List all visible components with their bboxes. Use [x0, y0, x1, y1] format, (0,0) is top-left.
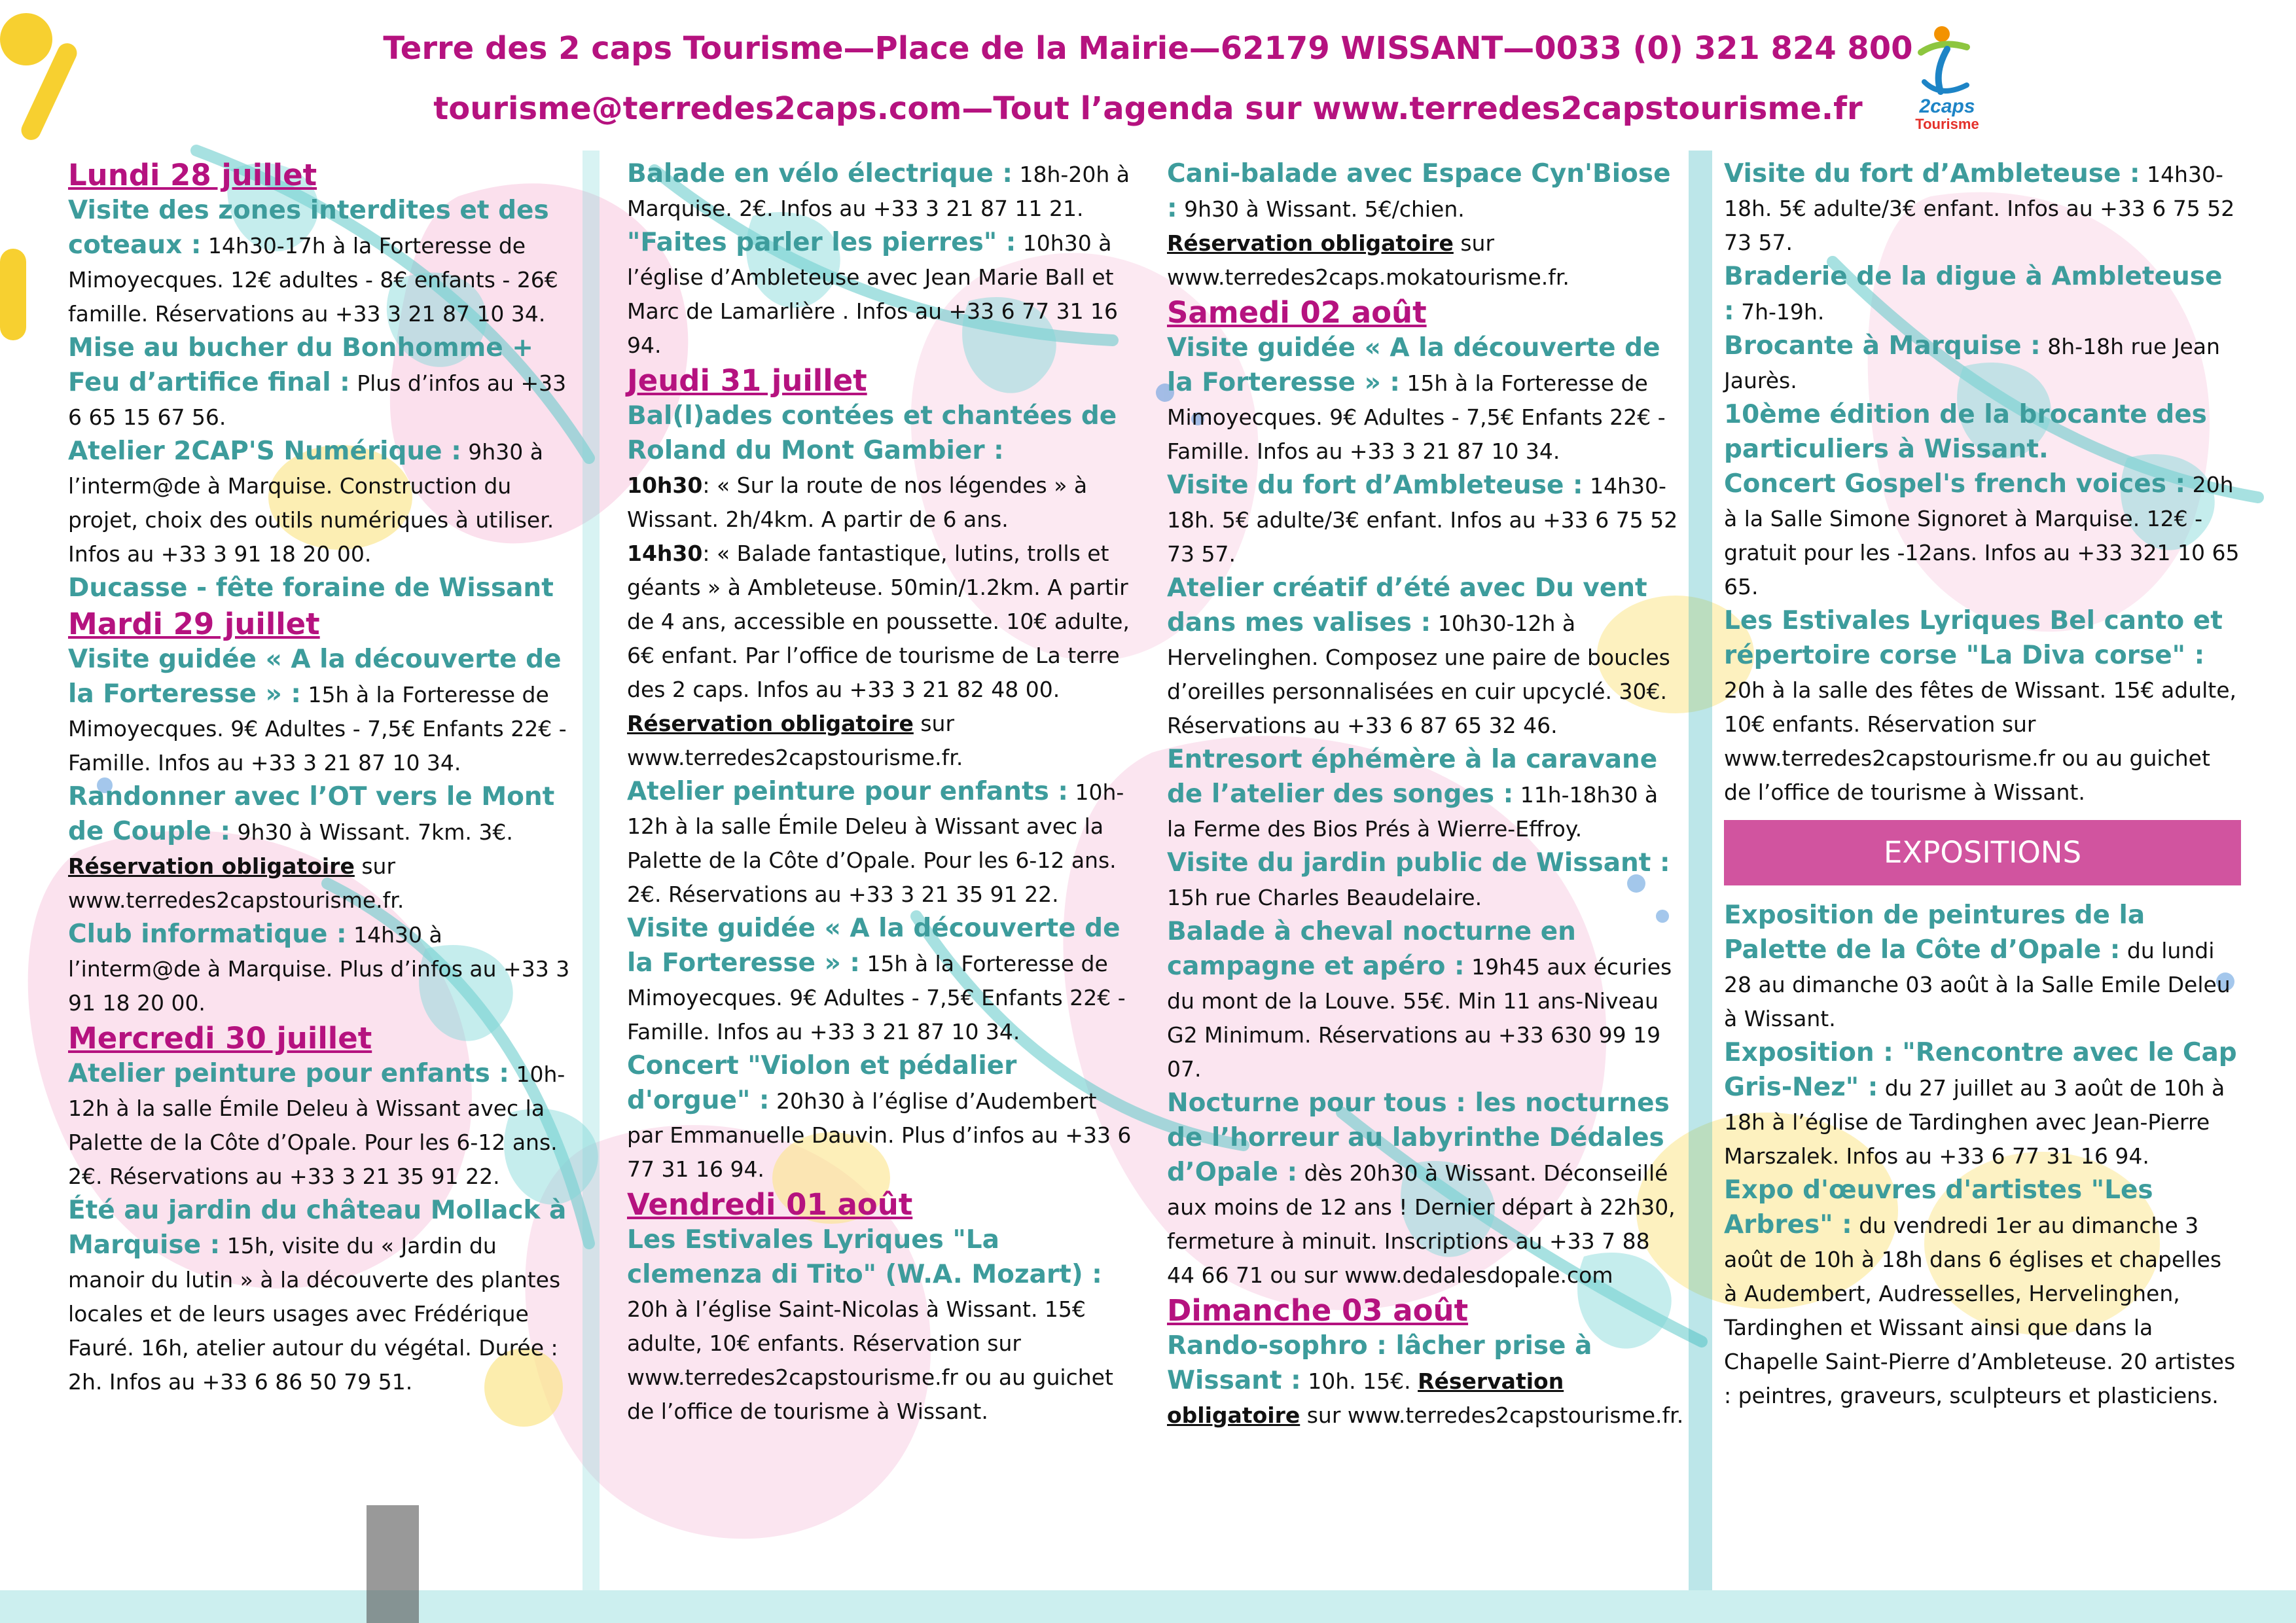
day-heading: Jeudi 31 juillet	[627, 363, 867, 398]
event-details: 14h30-18h. 5€ adulte/3€ enfant. Infos au +33 6 75 52 73 57.	[1167, 473, 1678, 567]
day-heading: Vendredi 01 août	[627, 1187, 913, 1222]
event	[68, 435, 579, 571]
event-title: Atelier créatif d’été avec Du vent dans mes valises :	[1167, 573, 1647, 637]
exhibition	[1724, 1036, 2241, 1173]
day-heading: Mardi 29 juillet	[68, 607, 320, 641]
event-details: 14h30 à l’interm@de à Marquise. Plus d’infos au +33 3 91 18 20 00.	[68, 922, 570, 1016]
event	[627, 157, 1138, 226]
event	[1724, 398, 2241, 467]
event-title: Rando-sophro : lâcher prise à Wissant :	[1167, 1331, 1592, 1395]
event	[1724, 260, 2241, 329]
event-title: Atelier peinture pour enfants :	[68, 1059, 510, 1088]
event	[68, 1057, 579, 1194]
event-title: Cani-balade avec Espace Cyn'Biose :	[1167, 159, 1671, 223]
event-details: 15h à la Forteresse de Mimoyecques. 9€ Adultes - 7,5€ Enfants 22€ - Famille. Infos au +33 3 21 87 10 34.	[68, 682, 567, 776]
agenda-column-2	[627, 157, 1138, 1429]
event	[68, 1194, 579, 1399]
logo-brand: 2caps	[1919, 96, 1975, 117]
event	[1167, 1086, 1684, 1293]
event-details: 10h-12h à la salle Émile Deleu à Wissant avec la Palette de la Côte d’Opale. Pour les 6-12 ans. 2€. Réservations au +33 3 21 35 91 22.	[68, 1061, 565, 1189]
exhibition	[1724, 899, 2241, 1036]
event-details: 15h à la Forteresse de Mimoyecques. 9€ Adultes - 7,5€ Enfants 22€ - Famille. Infos au +33 3 21 87 10 34.	[627, 951, 1126, 1044]
event	[68, 571, 579, 606]
event-details: 20h à l’église Saint-Nicolas à Wissant. 15€ adulte, 10€ enfants. Réservation sur www.terredes2capstourisme.fr ou au guichet de l’office de tourisme à Wissant.	[627, 1296, 1113, 1424]
event-details: 11h-18h30 à la Ferme des Bios Prés à Wierre-Effroy.	[1167, 782, 1659, 842]
event-details: : « Balade fantastique, lutins, trolls et géants » à Ambleteuse. 50min/1.2km. A partir de 4 ans, accessible en poussette. 10€ adulte, 6€ enfant. Par l’office de tourisme de La terre des 2 caps. Infos au +33 3 21 82 48 00.	[627, 541, 1130, 702]
event-title: Visite des zones interdites et des coteaux :	[68, 196, 549, 260]
event-details: 15h à la Forteresse de Mimoyecques. 9€ Adultes - 7,5€ Enfants 22€ - Famille. Infos au +33 3 21 87 10 34.	[1167, 370, 1666, 464]
event-time: 14h30	[627, 541, 703, 566]
event	[1167, 915, 1684, 1086]
logo-sub: Tourisme	[1915, 116, 1979, 132]
event-details: 20h30 à l’église d’Audembert par Emmanuelle Dauvin. Plus d’infos au +33 6 77 31 16 94.	[627, 1088, 1132, 1182]
header-contact-line: Terre des 2 caps Tourisme—Place de la Mairie—62179 WISSANT—0033 (0) 321 824 800	[383, 30, 1913, 67]
event-details: 15h, visite du « Jardin du manoir du lutin » à la découverte des plantes locales et de leurs usages avec Frédérique Fauré. 16h, atelier autour du végétal. Durée : 2h. Infos au +33 6 86 50 79 51.	[68, 1233, 561, 1395]
event-details: 20h à la salle des fêtes de Wissant. 15€ adulte, 10€ enfants. Réservation sur www.terredes2capstourisme.fr ou au guichet de l’office de tourisme à Wissant.	[1724, 677, 2237, 805]
event	[1167, 157, 1684, 294]
event	[627, 912, 1138, 1049]
event	[1724, 329, 2241, 398]
event	[68, 643, 579, 780]
day-heading: Samedi 02 août	[1167, 295, 1427, 330]
event	[627, 1049, 1138, 1186]
event-title: Concert "Violon et pédalier d'orgue" :	[627, 1051, 1017, 1115]
event-details: 14h30-18h. 5€ adulte/3€ enfant. Infos au +33 6 75 52 73 57.	[1724, 162, 2235, 255]
event-details: sur www.terredes2capstourisme.fr.	[627, 711, 963, 770]
event-title: Les Estivales Lyriques Bel canto et répertoire corse "La Diva corse" :	[1724, 606, 2223, 670]
day-heading: Mercredi 30 juillet	[68, 1021, 372, 1056]
event-title: Brocante à Marquise :	[1724, 331, 2041, 361]
event	[627, 399, 1138, 775]
event	[627, 226, 1138, 363]
event	[68, 918, 579, 1020]
event	[68, 331, 579, 435]
terre-des-2-caps-logo-icon	[1901, 20, 1993, 131]
event-title: Visite guidée « A la découverte de la Forteresse » :	[627, 914, 1121, 978]
event-details: : « Sur la route de nos légendes » à Wissant. 2h/4km. A partir de 6 ans.	[627, 473, 1088, 532]
event-details: 14h30-17h à la Forteresse de Mimoyecques. 12€ adultes - 8€ enfants - 26€ famille. Réservations au +33 3 21 87 10 34.	[68, 233, 558, 327]
event-details: 10h. 15€.	[1300, 1368, 1411, 1394]
event-title: Balade en vélo électrique :	[627, 159, 1013, 188]
event-details: sur www.terredes2capstourisme.fr.	[68, 853, 404, 913]
expositions-heading: EXPOSITIONS	[1724, 820, 2241, 885]
event-title: Visite du fort d’Ambleteuse :	[1167, 471, 1583, 500]
agenda-column-3	[1167, 157, 1684, 1433]
event-title: Nocturne pour tous : les nocturnes de l’horreur au labyrinthe Dédales d’Opale :	[1167, 1088, 1670, 1187]
agenda-column-4	[1724, 157, 2241, 1413]
reservation-note: Réservation obligatoire	[627, 711, 914, 736]
event-details: 15h rue Charles Beaudelaire.	[1167, 885, 1482, 910]
event-title: Club informatique :	[68, 919, 347, 949]
event	[627, 1223, 1138, 1429]
event-title: Atelier peinture pour enfants :	[627, 777, 1069, 806]
event-title: Concert Gospel's french voices :	[1724, 469, 2186, 499]
agenda-column-1	[68, 157, 579, 1399]
exhibition	[1724, 1173, 2241, 1413]
day-heading: Lundi 28 juillet	[68, 158, 317, 192]
exhibition-title: Exposition de peintures de la Palette de la Côte d’Opale :	[1724, 901, 2145, 965]
event-details: 19h45 aux écuries du mont de la Louve. 55€. Min 11 ans-Niveau G2 Minimum. Réservations au +33 630 99 19 07.	[1167, 954, 1672, 1082]
event-details: 9h30 à Wissant. 7km. 3€.	[230, 819, 513, 845]
event-details: sur www.terredes2caps.mokatourisme.fr.	[1167, 230, 1570, 290]
reservation-note: Réservation obligatoire	[68, 853, 355, 879]
event-title: 10ème édition de la brocante des particuliers à Wissant.	[1724, 400, 2207, 464]
event-title: "Faites parler les pierres" :	[627, 228, 1016, 257]
event-title: Balade à cheval nocturne en campagne et apéro :	[1167, 917, 1576, 981]
event-details: 7h-19h.	[1734, 299, 1825, 325]
event-title: Visite du fort d’Ambleteuse :	[1724, 159, 2140, 188]
event	[1167, 743, 1684, 846]
event	[1724, 467, 2241, 604]
event-title: Les Estivales Lyriques "La clemenza di Tito" (W.A. Mozart) :	[627, 1225, 1102, 1289]
event-title: Été au jardin du château Mollack à Marquise :	[68, 1196, 567, 1260]
event	[1167, 331, 1684, 469]
event	[1167, 846, 1684, 915]
event-title: Visite guidée « A la découverte de la Forteresse » :	[68, 645, 562, 709]
event-time: 10h30	[627, 473, 703, 498]
event-details: 10h30-12h à Hervelinghen. Composez une paire de boucles d’oreilles personnalisées en cuir upcyclé. 30€. Réservations au +33 6 87 65 32 46.	[1167, 611, 1670, 738]
event	[1167, 469, 1684, 571]
event	[68, 780, 579, 918]
event-details: 9h30 à Wissant. 5€/chien.	[1177, 196, 1465, 222]
reservation-note: Réservation obligatoire	[1167, 230, 1454, 256]
event-title: Visite guidée « A la découverte de la Forteresse » :	[1167, 333, 1660, 397]
event	[1724, 604, 2241, 810]
event	[627, 775, 1138, 912]
event-details: dès 20h30 à Wissant. Déconseillé aux moins de 12 ans ! Dernier départ à 22h30, fermeture à minuit. Inscriptions au +33 7 88 44 66 71 ou sur www.dedalesdopale.com	[1167, 1160, 1676, 1288]
event	[1167, 571, 1684, 743]
event-details: 9h30 à l’interm@de à Marquise. Construction du projet, choix des outils numériques à utiliser. Infos au +33 3 91 18 20 00.	[68, 439, 554, 567]
event-details: 18h-20h à Marquise. 2€. Infos au +33 3 21 87 11 21.	[627, 162, 1130, 221]
event-title: Atelier 2CAP'S Numérique :	[68, 437, 461, 466]
day-heading: Dimanche 03 août	[1167, 1293, 1469, 1328]
exhibition-details: du 27 juillet au 3 août de 10h à 18h à l’église de Tardinghen avec Jean-Pierre Marszalek. Infos au +33 6 77 31 16 94.	[1724, 1075, 2225, 1169]
exhibition-title: Exposition : "Rencontre avec le Cap Gris-Nez" :	[1724, 1038, 2237, 1102]
event-title: Bal(l)ades contées et chantées de Roland du Mont Gambier :	[627, 401, 1117, 465]
event	[1724, 157, 2241, 260]
exhibition-details: du lundi 28 au dimanche 03 août à la Salle Emile Deleu à Wissant.	[1724, 938, 2231, 1031]
event-title: Braderie de la digue à Ambleteuse :	[1724, 262, 2223, 326]
event-title: Mise au bucher du Bonhomme + Feu d’artifice final :	[68, 333, 533, 397]
event-title: Randonner avec l’OT vers le Mont de Couple :	[68, 782, 555, 846]
event-details: 20h à la Salle Simone Signoret à Marquise. 12€ - gratuit pour les -12ans. Infos au +33 321 10 65 65.	[1724, 472, 2240, 599]
event-details: Plus d’infos au +33 6 65 15 67 56.	[68, 370, 567, 430]
event-details: 10h-12h à la salle Émile Deleu à Wissant avec la Palette de la Côte d’Opale. Pour les 6-12 ans. 2€. Réservations au +33 3 21 35 91 22.	[627, 779, 1124, 907]
event-details: sur www.terredes2capstourisme.fr.	[1300, 1402, 1684, 1428]
exhibition-title: Expo d'œuvres d'artistes "Les Arbres" :	[1724, 1175, 2153, 1240]
event-title: Visite du jardin public de Wissant :	[1167, 848, 1670, 878]
event-details: 10h30 à l’église d’Ambleteuse avec Jean Marie Ball et Marc de Lamarlière . Infos au +33 6 77 31 16 94.	[627, 230, 1119, 358]
event-title: Ducasse - fête foraine de Wissant	[68, 573, 554, 603]
event	[1167, 1329, 1684, 1433]
event-details: 8h-18h rue Jean Jaurès.	[1724, 334, 2220, 393]
event	[68, 194, 579, 331]
reservation-note: Réservation obligatoire	[1167, 1368, 1564, 1428]
exhibition-details: du vendredi 1er au dimanche 3 août de 10h à 18h dans 6 églises et chapelles à Audembert, Audresselles, Hervelinghen, Tardinghen et Wissant ainsi que dans la Chapelle Saint-Pierre d’Ambleteuse. 20 artistes : peintres, graveurs, sculpteurs et plasticiens.	[1724, 1213, 2236, 1408]
header-web-line: tourisme@terredes2caps.com—Tout l’agenda sur www.terredes2capstourisme.fr	[433, 90, 1863, 127]
event-title: Entresort éphémère à la caravane de l’atelier des songes :	[1167, 745, 1658, 809]
